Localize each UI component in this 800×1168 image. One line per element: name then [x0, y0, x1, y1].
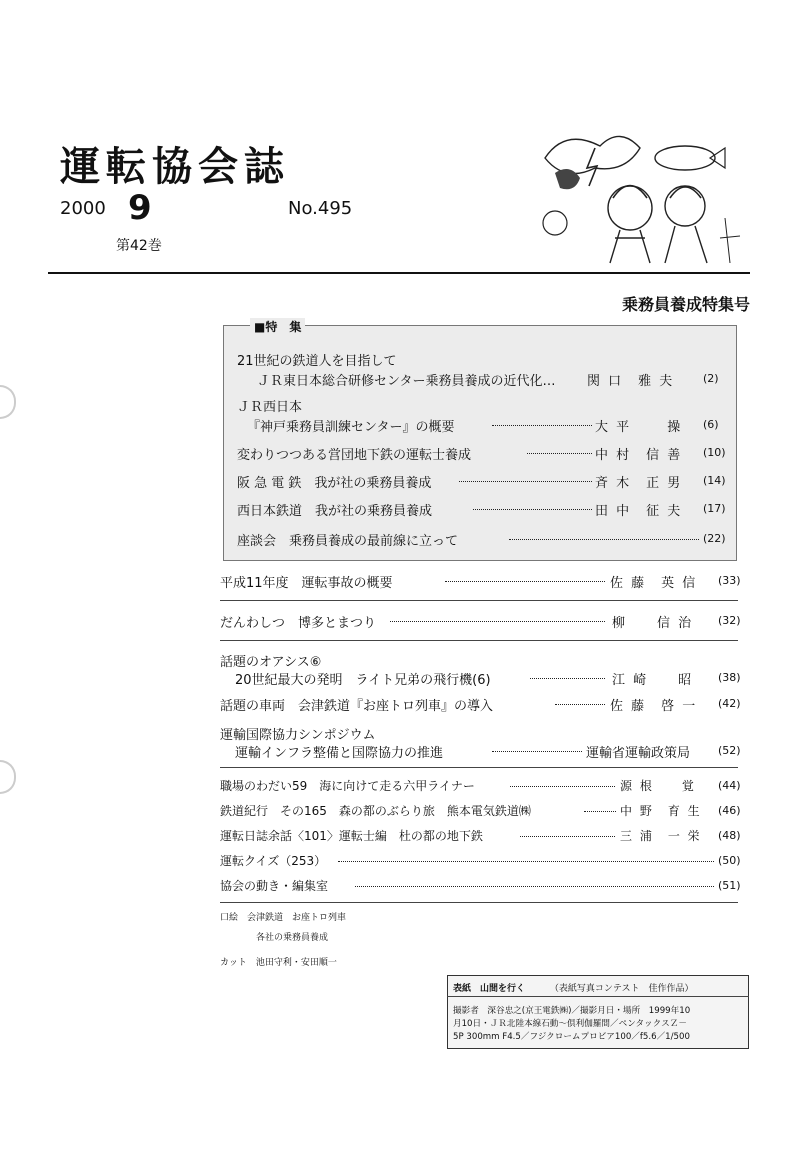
- toc-item-page: (46): [718, 804, 741, 817]
- leader-dots: [355, 886, 714, 887]
- feature-item-author: 大 平 操: [595, 420, 683, 435]
- leader-dots: [459, 481, 592, 482]
- toc-item[interactable]: [220, 827, 741, 845]
- toc-item-page: (42): [718, 697, 741, 710]
- toc-item-title: 職場のわだい59 海に向けて走る六甲ライナー: [220, 779, 475, 793]
- toc-item-author: 江 崎 昭: [612, 673, 694, 688]
- feature-item-page: (17): [703, 502, 726, 515]
- feature-item-title: 阪 急 電 鉄 我が社の乗務員養成: [237, 476, 432, 491]
- toc-item[interactable]: [220, 877, 741, 895]
- feature-item-subtitle: 『神戸乗務員訓練センター』の概要: [247, 420, 455, 435]
- toc-item-page: (50): [718, 854, 741, 867]
- feature-item-title: ＪＲ西日本: [237, 400, 303, 415]
- toc-item-page: (52): [718, 744, 741, 757]
- toc-item-author: 佐 藤 啓 一: [610, 699, 698, 714]
- toc-item-page: (44): [718, 779, 741, 792]
- kuchie-note-line2: 各社の乗務員養成: [256, 933, 329, 943]
- section-divider: [220, 902, 738, 903]
- toc-item[interactable]: [220, 777, 741, 795]
- toc-item[interactable]: [220, 802, 741, 820]
- toc-item-author: 三 浦 一 栄: [620, 829, 702, 843]
- leader-dots: [530, 678, 605, 679]
- leader-dots: [390, 621, 605, 622]
- feature-item[interactable]: [237, 500, 726, 519]
- toc-item-page: (33): [718, 574, 741, 587]
- leader-dots: [338, 861, 714, 862]
- section-divider: [220, 640, 738, 641]
- feature-item-title: 変わりつつある営団地下鉄の運転士養成: [237, 448, 472, 463]
- toc-item-title: 話題のオアシス⑥: [220, 655, 322, 670]
- leader-dots: [445, 581, 605, 582]
- toc-item[interactable]: [220, 724, 741, 761]
- toc-item-author: 運輸省運輸政策局: [586, 746, 691, 761]
- feature-item-page: (10): [703, 446, 726, 459]
- cover-title: [453, 981, 694, 994]
- toc-item-author: 柳 信 治: [612, 616, 694, 631]
- feature-item-subtitle: ＪＲ東日本総合研修センター乗務員養成の近代化…: [257, 374, 556, 389]
- feature-item-title: 西日本鉄道 我が社の乗務員養成: [237, 504, 433, 519]
- toc-item[interactable]: [220, 612, 741, 631]
- cover-line-2: 月10日・ＪＲ北陸本線石動～倶利伽羅間／ペンタックスＺ－: [453, 1019, 687, 1029]
- toc-item-author: 佐 藤 英 信: [610, 576, 698, 591]
- toc-item-title: 平成11年度 運転事故の概要: [220, 576, 393, 591]
- feature-item[interactable]: [237, 350, 722, 389]
- leader-dots: [473, 509, 592, 510]
- feature-item[interactable]: [237, 472, 726, 491]
- section-divider: [220, 767, 738, 768]
- toc-item-page: (38): [718, 671, 741, 684]
- leader-dots: [492, 425, 592, 426]
- toc-item-title: 運輸国際協力シンポジウム: [220, 728, 376, 743]
- toc-item-title: 運転クイズ（253）: [220, 854, 327, 868]
- issue-month: 9: [128, 188, 152, 228]
- toc-item[interactable]: [220, 572, 741, 591]
- leader-dots: [584, 811, 616, 812]
- issue-year: 2000: [60, 198, 106, 219]
- toc-item[interactable]: [220, 695, 741, 714]
- feature-item-author: 中 村 信 善: [595, 448, 683, 463]
- section-divider: [220, 600, 738, 601]
- toc-item-subtitle: 運輸インフラ整備と国際協力の推進: [235, 746, 444, 761]
- toc-item-title: 鉄道紀行 その165 森の都のぶらり旅 熊本電気鉄道㈱: [220, 804, 531, 818]
- binding-hole-bottom: [0, 760, 16, 794]
- cover-line-3: 5P 300mm F4.5／フジクロームプロビア100／f5.6／1/500: [453, 1032, 690, 1042]
- feature-item[interactable]: [237, 530, 726, 549]
- toc-item-author: 源 根 覚: [620, 779, 696, 793]
- feature-item-page: (6): [703, 418, 719, 431]
- feature-item-page: (22): [703, 532, 726, 545]
- toc-item[interactable]: [220, 651, 741, 688]
- feature-item[interactable]: [237, 444, 726, 463]
- toc-item-page: (51): [718, 879, 741, 892]
- toc-item-title: 話題の車両 会津鉄道『お座トロ列車』の導入: [220, 699, 494, 714]
- toc-item[interactable]: [220, 852, 741, 870]
- toc-item-page: (32): [718, 614, 741, 627]
- toc-item-title: 運転日誌余話〈101〉運転士編 杜の都の地下鉄: [220, 829, 483, 843]
- leader-dots: [555, 704, 605, 705]
- feature-item-page: (14): [703, 474, 726, 487]
- toc-item-title: 協会の動き・編集室: [220, 879, 329, 893]
- cover-illustration: [525, 118, 750, 268]
- feature-item-author: 田 中 征 夫: [595, 504, 683, 519]
- volume-number: 第42巻: [116, 238, 162, 254]
- feature-label: ■特 集: [250, 318, 305, 335]
- toc-item-page: (48): [718, 829, 741, 842]
- leader-dots: [510, 786, 615, 787]
- feature-item[interactable]: [237, 396, 722, 435]
- binding-hole-top: [0, 385, 16, 419]
- leader-dots: [520, 836, 615, 837]
- cover-line-1: 撮影者 深谷忠之(京王電鉄㈱)／撮影月日・場所 1999年10: [453, 1006, 691, 1016]
- magazine-title: 運転協会誌: [60, 143, 290, 190]
- leader-dots: [492, 751, 582, 752]
- leader-dots: [527, 453, 592, 454]
- feature-item-title: 21世紀の鉄道人を目指して: [237, 354, 397, 369]
- feature-item-author: 斉 木 正 男: [595, 476, 683, 491]
- cover-divider: [447, 996, 749, 997]
- header-rule: [48, 272, 750, 274]
- feature-item-title: 座談会 乗務員養成の最前線に立って: [237, 534, 459, 549]
- feature-item-author: 関 口 雅 夫: [587, 374, 675, 389]
- toc-item-author: 中 野 育 生: [620, 804, 702, 818]
- kuchie-note: 口絵 会津鉄道 お座トロ列車: [220, 913, 347, 923]
- leader-dots: [509, 539, 699, 540]
- special-issue-title: 乗務員養成特集号: [621, 295, 750, 314]
- issue-number: No.495: [288, 198, 353, 219]
- toc-item-title: だんわしつ 博多とまつり: [220, 616, 377, 631]
- cut-credit: カット 池田守利・安田順一: [220, 958, 337, 968]
- feature-item-page: (2): [703, 372, 719, 385]
- toc-item-subtitle: 20世紀最大の発明 ライト兄弟の飛行機(6): [235, 673, 491, 688]
- cover-head: 表紙 山間を行く: [453, 984, 526, 994]
- cover-contest: （表紙写真コンテスト 佳作作品）: [549, 984, 694, 994]
